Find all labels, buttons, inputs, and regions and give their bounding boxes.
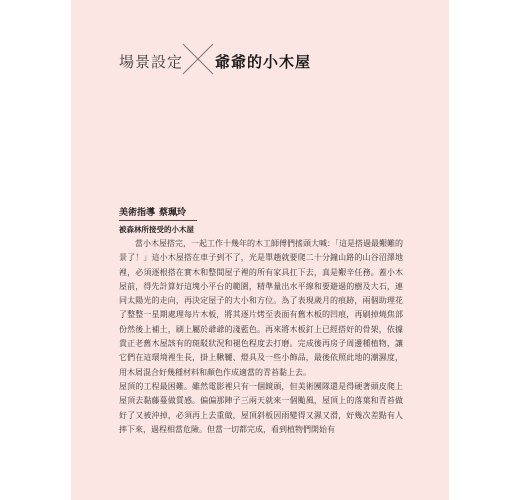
credit-block [119, 205, 399, 235]
paragraph: 屋頂的工程最困難。雖然電影裡只有一個鏡頭，但美術團隊還是得硬著頭皮爬上屋頂去黏藤蔓做質感。偏偏那陣子三兩天就來一個颱風，屋頂上的落葉和青苔做好了又被沖掉，必須再上去重做，屋頂斜板因雨變得又濕又滑，好幾次差點有人摔下來，過程相當危險。但當一切都完成，看到植物們開始有 [119, 381, 403, 434]
credit-line [119, 205, 399, 218]
paragraph: 當小木屋搭完，一起工作十幾年的木工師傅們搖頭大喊：「這是搭過最艱難的景了！」這小木屋搭在車子到不了，光是單趟就要爬二十分鐘山路的山谷沼澤地裡，必須逐根搭在實木和整間屋子裡的所有家具扛下去，真是艱辛任務。蓋小木屋前，得先計算好這塊小平台的範圍，精準量出水平線和要避過的樹及大石，連同太陽光的走向，再決定屋子的大小和方位。為了表現歲月的痕跡，兩個助理花了整整一星期處理每片木板，將其逐片烤至表面有舊木板的凹痕，再刷掉燒焦部份然後上補土，刷上屬於爺爺的淺藍色。再來將木板釘上已經搭好的骨架，依據貴正老舊木屋該有的斑駁狀況和褪色程度去打磨。完成後再房子周邊種植物，讓它們在這環境裡生長，掛上鞦韆、燈具及一些小飾品，最後依照此地的潮濕度，用木屑混合好幾種材料和顏色作成適當的青苔黏上去。 [119, 239, 403, 377]
credit-name: 蔡珮玲 [159, 208, 187, 218]
credit-underline [119, 220, 197, 221]
page-title: 爺爺的小木屋 [215, 53, 312, 71]
credit-subtitle: 被森林所接受的小木屋 [119, 225, 194, 234]
section-header [119, 42, 439, 78]
credit-role: 美術指導 [119, 208, 156, 218]
scene-label: 場景設定 [119, 53, 184, 71]
article-body [119, 237, 403, 437]
magazine-page [71, 0, 449, 500]
cross-divider-icon [181, 42, 215, 76]
